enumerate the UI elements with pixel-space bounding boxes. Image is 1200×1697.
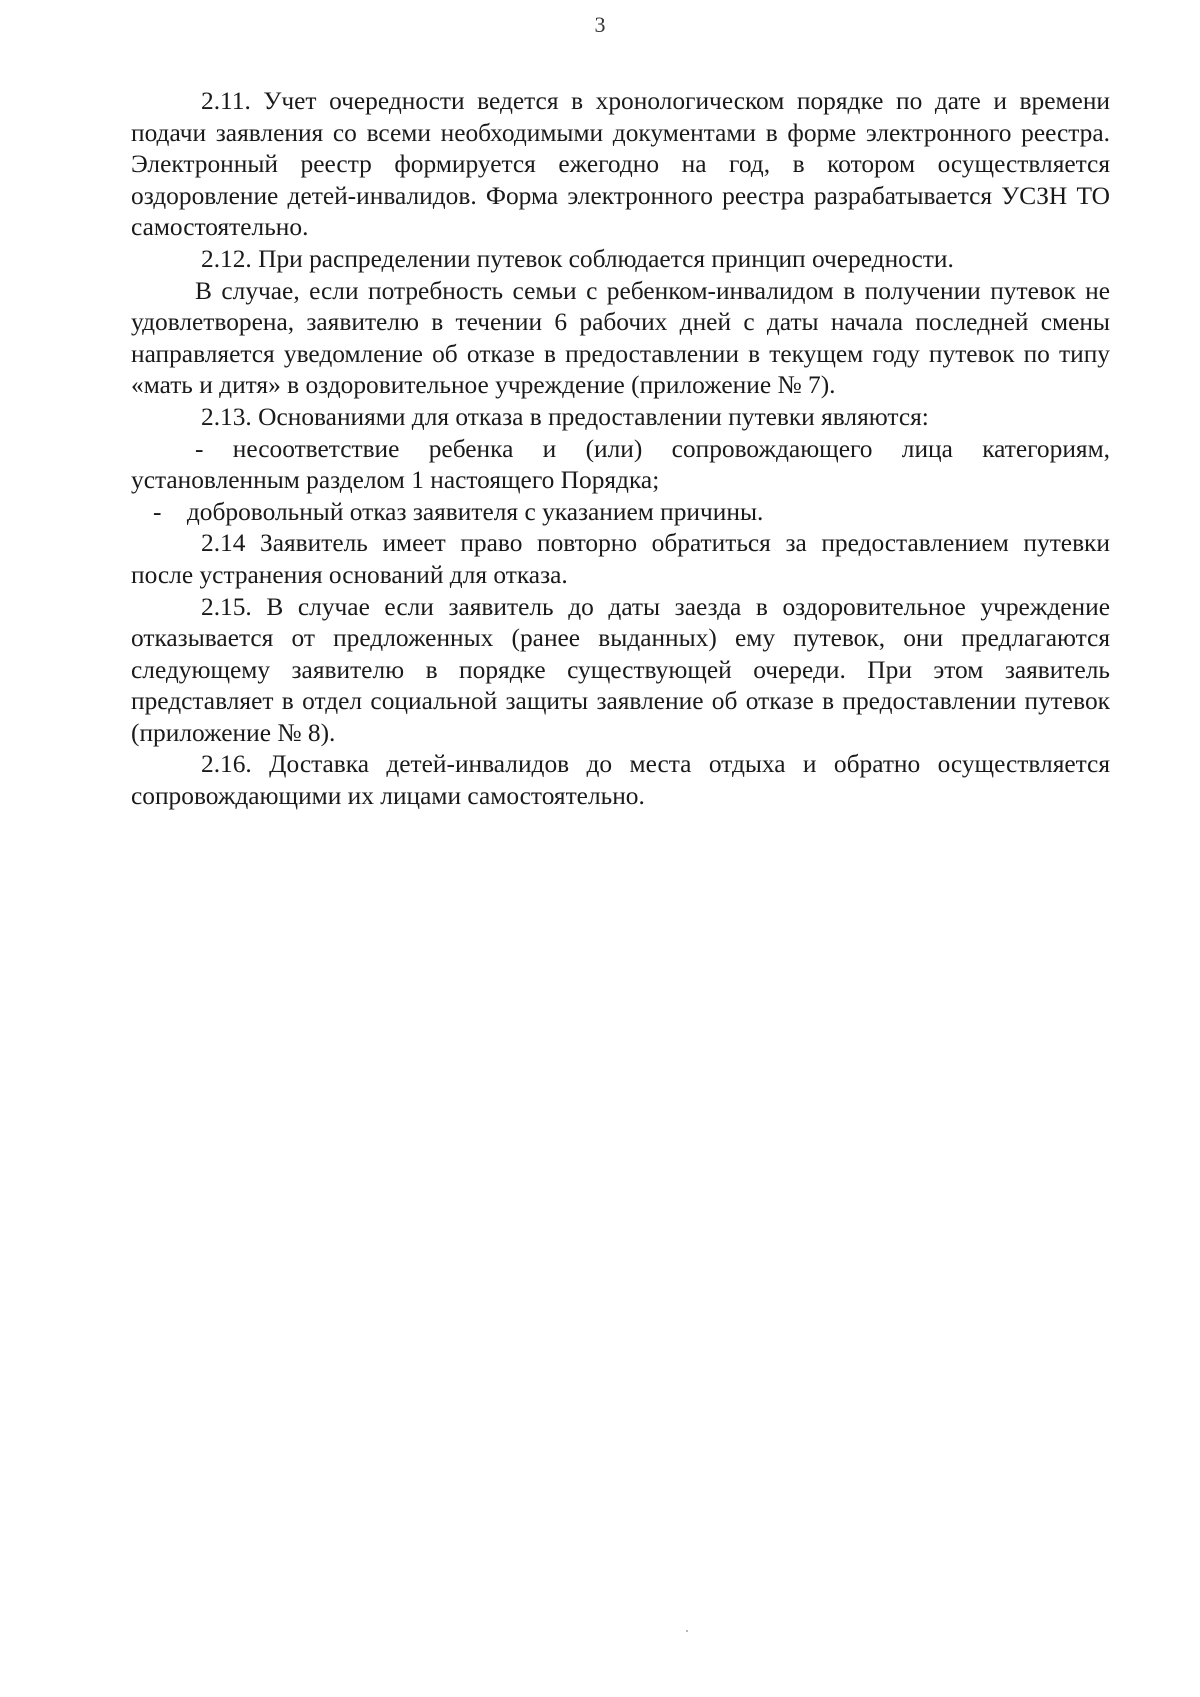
paragraph-2-16: 2.16. Доставка детей-инвалидов до места отдыха и обратно осуществляется сопровождающими их лицами самостоятельно.	[131, 750, 1110, 811]
refusal-reason-item-1: - несоответствие ребенка и (или) сопровождающего лица категориям, установленным разделом 1 настоящего Порядка;	[131, 434, 1110, 495]
refusal-reason-item-2: - добровольный отказ заявителя с указанием причины.	[153, 497, 764, 526]
paragraph-refusal-notice: В случае, если потребность семьи с ребенком-инвалидом в получении путевок не удовлетворена, заявителю в течении 6 рабочих дней с даты начала последней смены направляется уведомление об отказе в предоставлении в текущем году путевок по типу «мать и дитя» в оздоровительное учреждение (приложение № 7).	[131, 276, 1110, 400]
paragraph-2-14: 2.14 Заявитель имеет право повторно обратиться за предоставлением путевки после устранения оснований для отказа.	[131, 529, 1110, 589]
paragraph-2-12: 2.12. При распределении путевок соблюдается принцип очередности.	[201, 244, 954, 273]
document-body	[131, 86, 1110, 813]
paragraph-2-11: 2.11. Учет очередности ведется в хронологическом порядке по дате и времени подачи заявления со всеми необходимыми документами в форме электронного реестра. Электронный реестр формируется ежегодно на год, в котором осуществляется оздоровление детей-инвалидов. Форма электронного реестра разрабатывается УСЗН ТО самостоятельно.	[131, 87, 1110, 242]
paragraph-2-13: 2.13. Основаниями для отказа в предоставлении путевки являются:	[201, 402, 929, 431]
paragraph-2-15: 2.15. В случае если заявитель до даты заезда в оздоровительное учреждение отказывается от предложенных (ранее выданных) ему путевок, они предлагаются следующему заявителю в порядке существующей очереди. При этом заявитель представляет в отдел социальной защиты заявление об отказе в предоставлении путевок (приложение № 8).	[131, 592, 1110, 747]
page-number: 3	[594, 12, 606, 37]
scan-speck	[686, 1630, 688, 1632]
